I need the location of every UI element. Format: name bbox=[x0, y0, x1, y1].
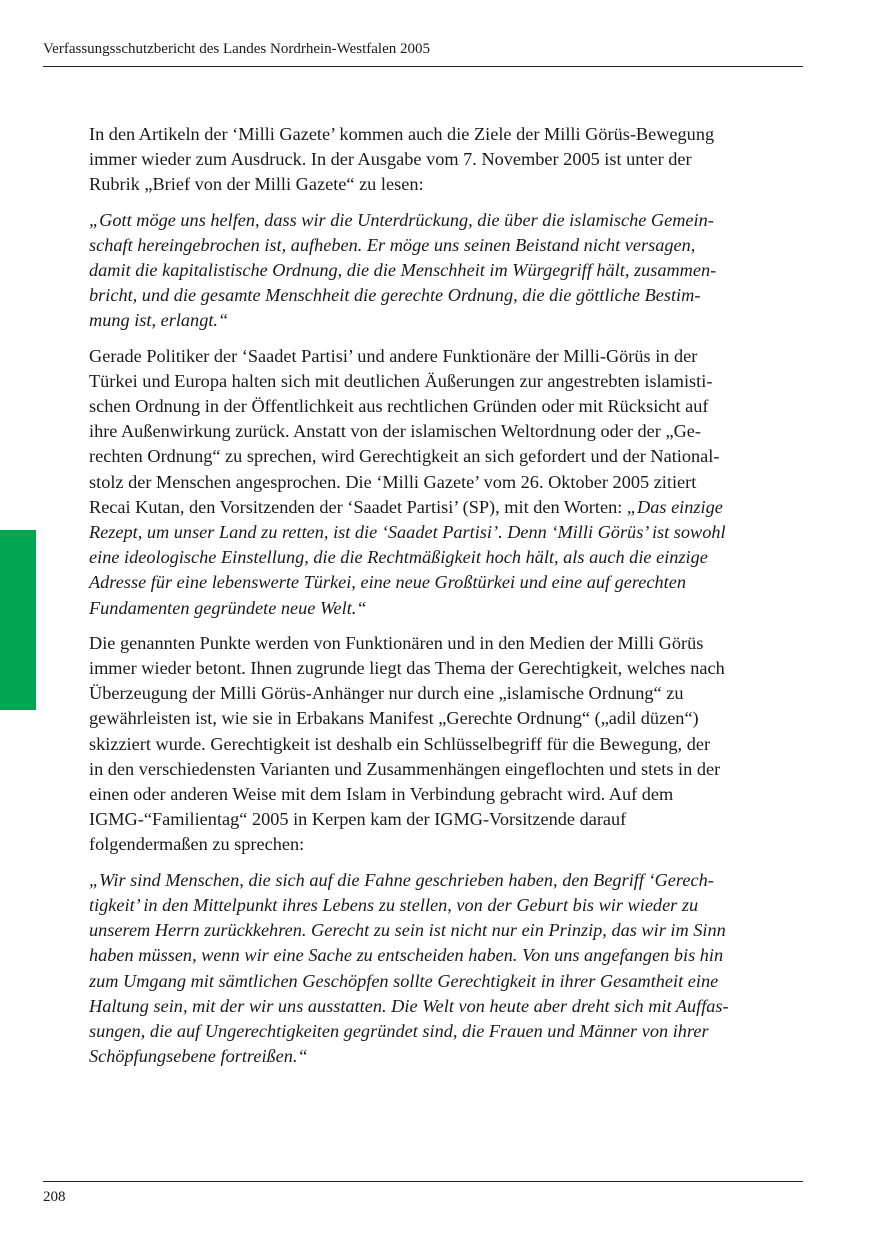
text-line: IGMG-“Familientag“ 2005 in Kerpen kam der IGMG-Vorsitzende darauf bbox=[89, 809, 627, 830]
quote-line: Rezept, um unser Land zu retten, ist die ‘Saadet Partisi’. Denn ‘Milli Görüs’ ist sowohl bbox=[89, 522, 726, 543]
text-line: Überzeugung der Milli Görüs-Anhänger nur durch eine „islamische Ordnung“ zu bbox=[89, 683, 684, 704]
text-line: immer wieder betont. Ihnen zugrunde liegt das Thema der Gerechtigkeit, welches nach bbox=[89, 658, 725, 679]
text-line: folgendermaßen zu sprechen: bbox=[89, 834, 305, 855]
page-number: 208 bbox=[43, 1189, 66, 1205]
text-line: Gerade Politiker der ‘Saadet Partisi’ und andere Funktionäre der Milli-Görüs in der bbox=[89, 345, 698, 366]
quote-line: haben müssen, wenn wir eine Sache zu entscheiden haben. Von uns angefangen bis hin bbox=[89, 945, 724, 966]
quote-line: tigkeit’ in den Mittelpunkt ihres Lebens zu stellen, von der Geburt bis wir wieder zu bbox=[89, 894, 699, 915]
italic-segment: „Das einzige bbox=[626, 496, 723, 517]
text-line: einen oder anderen Weise mit dem Islam in Verbindung gebracht wird. Auf dem bbox=[89, 784, 674, 805]
quote-line: „Wir sind Menschen, die sich auf die Fahne geschrieben haben, den Begriff ‘Gerech- bbox=[89, 869, 714, 890]
text-line: in den verschiedensten Varianten und Zusammenhängen eingeflochten und stets in der bbox=[89, 758, 721, 779]
quote-line: eine ideologische Einstellung, die die Rechtmäßigkeit hoch hält, als auch die einzige bbox=[89, 547, 708, 568]
header-title: Verfassungsschutzbericht des Landes Nordrhein-Westfalen 2005 bbox=[43, 41, 431, 57]
quote-line: mung ist, erlangt.“ bbox=[89, 310, 229, 331]
text-line: In den Artikeln der ‘Milli Gazete’ kommen auch die Ziele der Milli Görüs-Bewegung bbox=[89, 124, 715, 144]
page-footer bbox=[43, 1181, 803, 1208]
quote-line: Adresse für eine lebenswerte Türkei, eine neue Großtürkei und eine auf gerechten bbox=[89, 572, 687, 593]
text-line: skizziert wurde. Gerechtigkeit ist deshalb ein Schlüsselbegriff für die Bewegung, der bbox=[89, 733, 711, 754]
quote-line: zum Umgang mit sämtlichen Geschöpfen sollte Gerechtigkeit in ihrer Gesamtheit eine bbox=[89, 970, 719, 991]
quote-line: Haltung sein, mit der wir uns ausstatten. Die Welt von heute aber dreht sich mit Auffas- bbox=[89, 995, 729, 1016]
quote-line: Fundamenten gegründete neue Welt.“ bbox=[89, 597, 367, 618]
quote-1 bbox=[89, 208, 805, 334]
text-line: immer wieder zum Ausdruck. In der Ausgabe vom 7. November 2005 ist unter der bbox=[89, 149, 692, 170]
paragraph-2 bbox=[89, 344, 805, 621]
paragraph-1 bbox=[89, 122, 805, 198]
quote-line: bricht, und die gesamte Menschheit die gerechte Ordnung, die die göttliche Bestim- bbox=[89, 285, 701, 306]
green-side-tab bbox=[0, 530, 36, 710]
text-line: gewährleisten ist, wie sie in Erbakans Manifest „Gerechte Ordnung“ („adil düzen“) bbox=[89, 708, 699, 729]
quote-line: damit die kapitalistische Ordnung, die die Menschheit im Würgegriff hält, zusammen- bbox=[89, 260, 717, 281]
text-line: Türkei und Europa halten sich mit deutlichen Äußerungen zur angestrebten islamisti- bbox=[89, 370, 713, 391]
quote-line: Schöpfungsebene fortreißen.“ bbox=[89, 1046, 308, 1067]
quote-line: schaft hereingebrochen ist, aufheben. Er möge uns seinen Beistand nicht versagen, bbox=[89, 234, 696, 255]
paragraph-3 bbox=[89, 631, 805, 858]
text-line: Die genannten Punkte werden von Funktionären und in den Medien der Milli Görüs bbox=[89, 632, 704, 653]
mixed-line bbox=[89, 495, 805, 520]
text-line: Rubrik „Brief von der Milli Gazete“ zu lesen: bbox=[89, 174, 424, 195]
text-line: ihre Außenwirkung zurück. Anstatt von der islamischen Weltordnung oder der „Ge- bbox=[89, 421, 701, 442]
running-header bbox=[43, 38, 803, 67]
quote-2 bbox=[89, 868, 805, 1070]
text-line: schen Ordnung in der Öffentlichkeit aus rechtlichen Gründen oder mit Rücksicht auf bbox=[89, 396, 709, 417]
quote-line: sungen, die auf Ungerechtigkeiten gegründet sind, die Frauen und Männer von ihrer bbox=[89, 1020, 709, 1041]
quote-line: unserem Herrn zurückkehren. Gerecht zu sein ist nicht nur ein Prinzip, das wir im Sinn bbox=[89, 920, 726, 941]
text-segment: Recai Kutan, den Vorsitzenden der ‘Saadet Partisi’ (SP), mit den Worten: bbox=[89, 496, 627, 517]
page-body bbox=[89, 122, 805, 1079]
text-line: rechten Ordnung“ zu sprechen, wird Gerechtigkeit an sich gefordert und der National- bbox=[89, 446, 720, 467]
quote-line: „Gott möge uns helfen, dass wir die Unterdrückung, die über die islamische Gemein- bbox=[89, 209, 714, 230]
text-line: stolz der Menschen angesprochen. Die ‘Milli Gazete’ vom 26. Oktober 2005 zitiert bbox=[89, 471, 697, 492]
